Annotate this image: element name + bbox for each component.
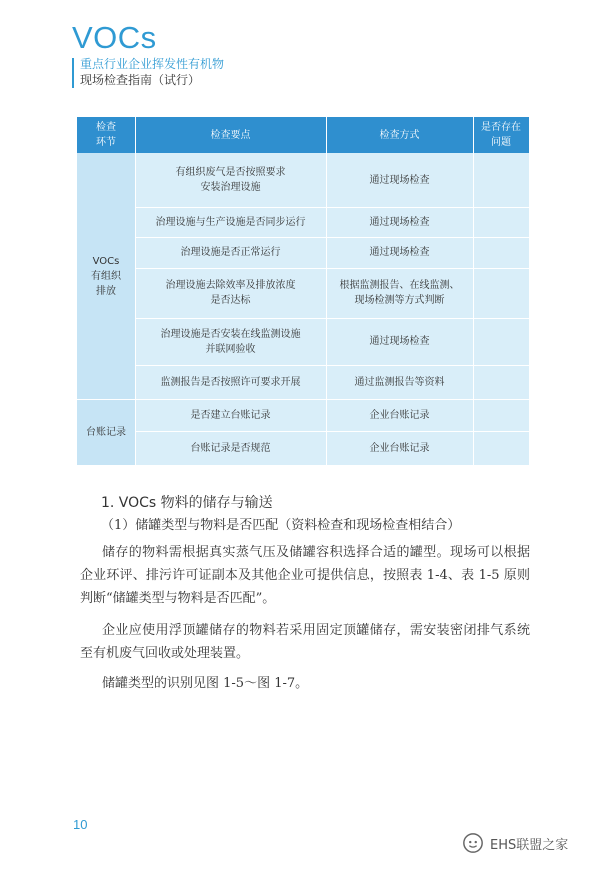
inspection-table: [77, 117, 529, 465]
row-4-method: 根据监测报告、在线监测、 现场检测等方式判断: [326, 268, 473, 318]
row-2-point: 治理设施与生产设施是否同步运行: [135, 207, 326, 237]
grid-line: [135, 268, 529, 269]
paragraph-3: 储罐类型的识别见图 1-5～图 1-7。: [102, 676, 309, 691]
row-3-method: 通过现场检查: [326, 237, 473, 268]
row-7-point: 是否建立台账记录: [135, 399, 326, 431]
header-accent-bar: [72, 58, 74, 88]
row-3-issue: [473, 237, 529, 268]
row-6-issue: [473, 365, 529, 399]
col-header-stage: 检查 环节: [77, 117, 135, 153]
row-8-issue: [473, 431, 529, 465]
col-header-point: 检查要点: [135, 117, 326, 153]
brand-title: VOCs: [72, 20, 157, 55]
grid-line: [135, 431, 529, 432]
paragraph-2: 企业应使用浮顶罐储存的物料若采用固定顶罐储存，需安装密闭排气系统至有机废气回收或处理装置。: [80, 623, 530, 661]
grid-line: [326, 117, 327, 465]
group-vocs-organized: VOCs 有组织 排放: [91, 255, 121, 297]
row-5-method: 通过现场检查: [326, 318, 473, 365]
row-2-method: 通过现场检查: [326, 207, 473, 237]
grid-line: [473, 117, 474, 465]
grid-line: [135, 117, 136, 465]
row-4-point: 治理设施去除效率及排放浓度 是否达标: [135, 268, 326, 318]
row-8-point: 台账记录是否规范: [135, 431, 326, 465]
row-1-point: 有组织废气是否按照要求 安装治理设施: [135, 153, 326, 207]
section-title: 1. VOCs 物料的储存与输送: [101, 495, 273, 511]
row-1-issue: [473, 153, 529, 207]
wechat-logo-icon: [462, 832, 484, 854]
row-8-method: 企业台账记录: [326, 431, 473, 465]
grid-line: [135, 237, 529, 238]
row-2-issue: [473, 207, 529, 237]
row-1-method: 通过现场检查: [326, 153, 473, 207]
row-3-point: 治理设施是否正常运行: [135, 237, 326, 268]
grid-line: [135, 365, 529, 366]
row-6-method: 通过监测报告等资料: [326, 365, 473, 399]
row-5-point: 治理设施是否安装在线监测设施 并联网验收: [135, 318, 326, 365]
watermark: [462, 832, 568, 854]
grid-line: [135, 318, 529, 319]
sub-title: （1）储罐类型与物料是否匹配（资料检查和现场检查相结合）: [101, 518, 461, 533]
paragraph-1: 储存的物料需根据真实蒸气压及储罐容积选择合适的罐型。现场可以根据企业环评、排污许可证副本及其他企业可提供信息，按照表 1-4、表 1-5 原则判断“储罐类型与物料是否匹配”。: [80, 545, 530, 606]
group-ledger: 台账记录: [86, 426, 126, 438]
row-5-issue: [473, 318, 529, 365]
col-header-method: 检查方式: [326, 117, 473, 153]
header-subtitle-1: 重点行业企业挥发性有机物: [80, 57, 225, 71]
header-subtitle-2: 现场检查指南（试行）: [80, 73, 201, 87]
grid-line: [135, 207, 529, 208]
row-6-point: 监测报告是否按照许可要求开展: [135, 365, 326, 399]
page-number: 10: [73, 817, 88, 832]
row-7-method: 企业台账记录: [326, 399, 473, 431]
row-4-issue: [473, 268, 529, 318]
grid-line: [77, 399, 529, 400]
watermark-text: EHS联盟之家: [490, 837, 569, 853]
row-7-issue: [473, 399, 529, 431]
col-header-issue: 是否存在 问题: [473, 117, 529, 153]
